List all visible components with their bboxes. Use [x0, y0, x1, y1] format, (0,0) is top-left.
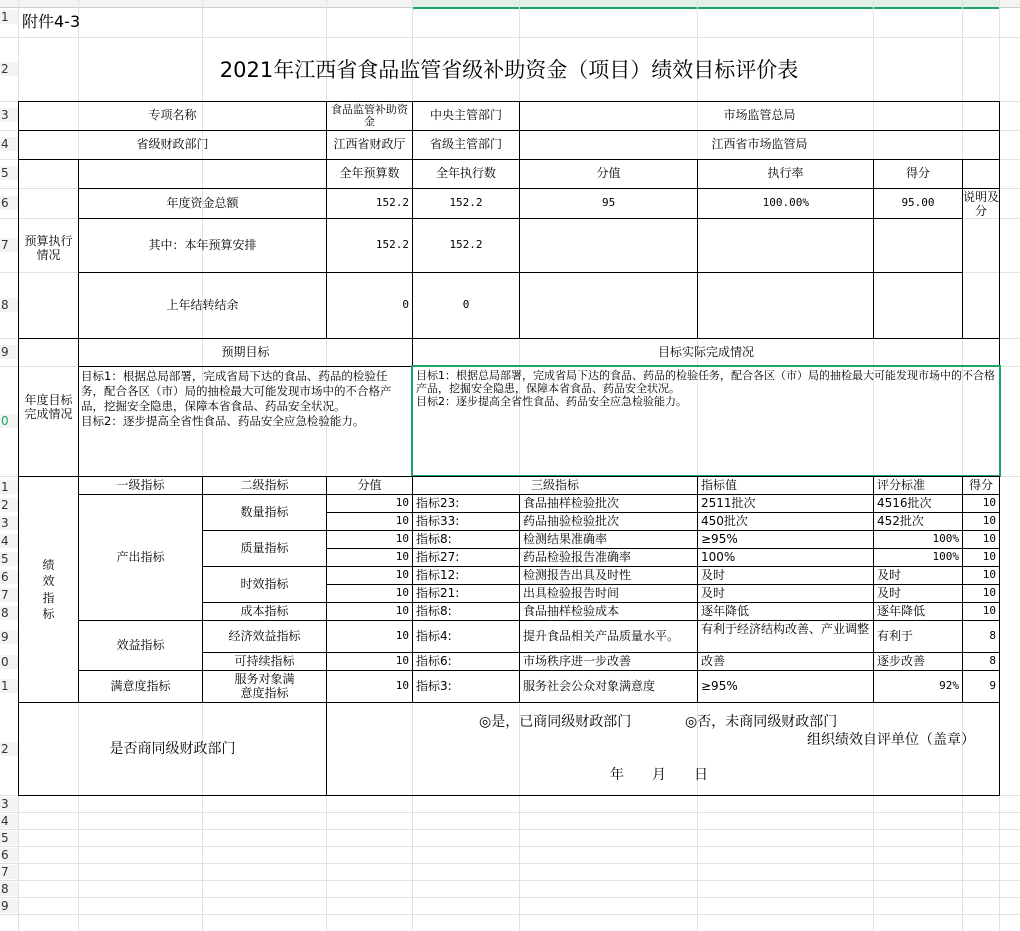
actual-goal-header: 目标实际完成情况	[412, 338, 1000, 367]
row-number[interactable]: 8	[0, 882, 18, 896]
budget-row-rate[interactable]: 100.00%	[697, 188, 874, 219]
perf-row-score-value[interactable]: 10	[326, 620, 413, 653]
col-score-value: 分值	[519, 159, 698, 189]
budget-row-score-value[interactable]	[519, 272, 698, 339]
perf-row-name[interactable]: 药品抽验检验批次	[519, 512, 698, 531]
prov-dept-label: 省级主管部门	[412, 130, 520, 160]
perf-row-score-value[interactable]: 10	[326, 494, 413, 513]
perf-row-code[interactable]: 指标4:	[412, 620, 520, 653]
budget-row-budget[interactable]: 152.2	[326, 188, 413, 219]
perf-l1-satisfaction: 满意度指标	[78, 670, 203, 703]
prov-finance-label: 省级财政部门	[18, 130, 327, 160]
row-number[interactable]: 3	[0, 516, 18, 530]
perf-row-code[interactable]: 指标12:	[412, 566, 520, 585]
actual-goal-text[interactable]: 目标1：根据总局部署，完成省局下达的食品、药品的检验任务，配合各区（市）局的抽检最大可能发现市场中的不合格产品，挖掘安全隐患，保障本省食品、药品安全状况。 目标2：逐步提高全省性食品、药品安全应急检验能力。	[412, 366, 1000, 477]
col-score: 得分	[873, 159, 963, 189]
consult-question: 是否商同级财政部门	[18, 702, 327, 796]
perf-l2-cost: 成本指标	[202, 602, 327, 621]
row-number[interactable]: 6	[0, 570, 18, 584]
perf-row-code[interactable]: 指标33:	[412, 512, 520, 531]
perf-row-name[interactable]: 食品抽样检验成本	[519, 602, 698, 621]
central-dept-label: 中央主管部门	[412, 101, 520, 131]
budget-row-exec[interactable]: 152.2	[412, 218, 520, 273]
perf-row-standard[interactable]: 逐年降低	[873, 602, 963, 621]
row-number[interactable]: 7	[0, 588, 18, 602]
row-number[interactable]: 4	[0, 137, 18, 151]
perf-row-standard[interactable]: 92%	[873, 670, 963, 703]
perf-row-target[interactable]: 有利于经济结构改善、产业调整	[697, 620, 874, 653]
perf-row-score[interactable]: 10	[962, 584, 1000, 603]
perf-row-target[interactable]: ≥95%	[697, 670, 874, 703]
row-number[interactable]: 1	[0, 679, 18, 693]
row-number[interactable]: 0	[0, 655, 18, 669]
expected-goal-header: 预期目标	[78, 338, 413, 367]
consult-answer-cell[interactable]	[326, 702, 1000, 796]
perf-row-name[interactable]: 市场秩序进一步改善	[519, 652, 698, 671]
prov-dept-value[interactable]: 江西省市场监管局	[519, 130, 1000, 160]
perf-row-score-value[interactable]: 10	[326, 670, 413, 703]
perf-row-target[interactable]: 及时	[697, 566, 874, 585]
budget-row-score[interactable]	[873, 218, 963, 273]
perf-row-target[interactable]: 改善	[697, 652, 874, 671]
perf-row-code[interactable]: 指标27:	[412, 548, 520, 567]
perf-row-code[interactable]: 指标23:	[412, 494, 520, 513]
perf-row-score[interactable]: 8	[962, 652, 1000, 671]
perf-row-standard[interactable]: 4516批次	[873, 494, 963, 513]
perf-header-target: 指标值	[697, 476, 874, 495]
perf-row-score-value[interactable]: 10	[326, 548, 413, 567]
perf-row-score-value[interactable]: 10	[326, 512, 413, 531]
row-number[interactable]: 3	[0, 797, 18, 811]
perf-row-standard[interactable]: 100%	[873, 530, 963, 549]
prov-finance-value[interactable]: 江西省财政厅	[326, 130, 413, 160]
row-number[interactable]: 6	[0, 848, 18, 862]
perf-row-target[interactable]: 450批次	[697, 512, 874, 531]
perf-l2-service-satisfaction: 服务对象满意度指标	[202, 670, 327, 703]
perf-header-l3: 三级指标	[412, 476, 698, 495]
goals-section-label: 年度目标完成情况	[18, 338, 79, 477]
perf-row-code[interactable]: 指标8:	[412, 530, 520, 549]
budget-row-rate[interactable]	[697, 218, 874, 273]
perf-row-code[interactable]: 指标8:	[412, 602, 520, 621]
date-line: 年 月 日	[610, 767, 708, 783]
perf-header-standard: 评分标准	[873, 476, 963, 495]
budget-row-budget[interactable]: 152.2	[326, 218, 413, 273]
perf-row-standard[interactable]: 有利于	[873, 620, 963, 653]
perf-row-score[interactable]: 10	[962, 566, 1000, 585]
budget-row-exec[interactable]: 0	[412, 272, 520, 339]
row-number[interactable]: 2	[0, 62, 18, 76]
perf-l1-benefit: 效益指标	[78, 620, 203, 671]
row-number[interactable]: 4	[0, 534, 18, 548]
perf-row-target[interactable]: 逐年降低	[697, 602, 874, 621]
perf-row-score[interactable]: 10	[962, 512, 1000, 531]
expected-goal-text[interactable]: 目标1：根据总局部署，完成省局下达的食品、药品的检验任务，配合各区（市）局的抽检最大可能发现市场中的不合格产品，挖掘安全隐患，保障本省食品、药品安全状况。 目标2：逐步提高全省性食品、药品安全应急检验能力。	[78, 366, 413, 477]
col-annual-exec: 全年执行数	[412, 159, 520, 189]
budget-header-blank	[78, 159, 327, 189]
perf-row-score-value[interactable]: 10	[326, 530, 413, 549]
row-number[interactable]: 5	[0, 166, 18, 180]
perf-row-code[interactable]: 指标21:	[412, 584, 520, 603]
perf-row-name[interactable]: 服务社会公众对象满意度	[519, 670, 698, 703]
org-seal-label: 组织绩效自评单位（盖章）	[807, 732, 975, 748]
budget-row-label: 其中：本年预算安排	[78, 218, 327, 273]
perf-row-target[interactable]: 及时	[697, 584, 874, 603]
perf-row-name[interactable]: 检测报告出具及时性	[519, 566, 698, 585]
row-number[interactable]: 1	[0, 480, 18, 494]
row-number[interactable]: 5	[0, 552, 18, 566]
perf-section-label: 绩效指标	[18, 476, 79, 703]
perf-row-standard[interactable]: 452批次	[873, 512, 963, 531]
col-annual-budget: 全年预算数	[326, 159, 413, 189]
attachment-label: 附件4-3	[22, 11, 81, 31]
budget-row-exec[interactable]: 152.2	[412, 188, 520, 219]
option-yes[interactable]: ◎是，已商同级财政部门	[479, 714, 632, 730]
perf-row-code[interactable]: 指标3:	[412, 670, 520, 703]
row-number[interactable]: 6	[0, 196, 18, 210]
perf-l2-timeliness: 时效指标	[202, 566, 327, 603]
row-number[interactable]: 2	[0, 498, 18, 512]
project-name-value[interactable]: 食品监管补助资金	[326, 101, 413, 131]
perf-row-code[interactable]: 指标6:	[412, 652, 520, 671]
perf-row-name[interactable]: 检测结果准确率	[519, 530, 698, 549]
row-number[interactable]: 0	[0, 414, 18, 428]
perf-row-standard[interactable]: 100%	[873, 548, 963, 567]
budget-row-label: 上年结转结余	[78, 272, 327, 339]
perf-l2-quantity: 数量指标	[202, 494, 327, 531]
col-exec-rate: 执行率	[697, 159, 874, 189]
budget-note: 说明及分	[962, 188, 1000, 339]
row-number[interactable]: 8	[0, 606, 18, 620]
perf-l2-economic: 经济效益指标	[202, 620, 327, 653]
perf-l2-sustainable: 可持续指标	[202, 652, 327, 671]
perf-row-score[interactable]: 9	[962, 670, 1000, 703]
perf-row-target[interactable]: 2511批次	[697, 494, 874, 513]
budget-row-score-value[interactable]: 95	[519, 188, 698, 219]
row-number[interactable]: 8	[0, 298, 18, 312]
row-number[interactable]: 3	[0, 108, 18, 122]
perf-row-score[interactable]: 10	[962, 530, 1000, 549]
perf-row-standard[interactable]: 及时	[873, 566, 963, 585]
option-no[interactable]: ◎否，未商同级财政部门	[685, 714, 838, 730]
row-number[interactable]: 1	[0, 10, 18, 24]
perf-row-name[interactable]: 食品抽样检验批次	[519, 494, 698, 513]
perf-row-score-value[interactable]: 10	[326, 652, 413, 671]
budget-row-score[interactable]	[873, 272, 963, 339]
central-dept-value[interactable]: 市场监管总局	[519, 101, 1000, 131]
budget-row-score-value[interactable]	[519, 218, 698, 273]
page-title: 2021年江西省食品监管省级补助资金（项目）绩效目标评价表	[219, 57, 799, 82]
row-number[interactable]: 2	[0, 742, 18, 756]
perf-row-score[interactable]: 8	[962, 620, 1000, 653]
row-number[interactable]: 7	[0, 238, 18, 252]
perf-row-score-value[interactable]: 10	[326, 602, 413, 621]
row-number[interactable]: 9	[0, 345, 18, 359]
perf-row-standard[interactable]: 及时	[873, 584, 963, 603]
row-number[interactable]: 9	[0, 630, 18, 644]
perf-row-name[interactable]: 出具检验报告时间	[519, 584, 698, 603]
perf-l1-output: 产出指标	[78, 494, 203, 621]
perf-row-score[interactable]: 10	[962, 548, 1000, 567]
perf-header-l1: 一级指标	[78, 476, 203, 495]
perf-row-score-value[interactable]: 10	[326, 566, 413, 585]
perf-header-l2: 二级指标	[202, 476, 327, 495]
budget-row-label: 年度资金总额	[78, 188, 327, 219]
column-header-selected	[412, 0, 1000, 9]
perf-header-score: 得分	[962, 476, 1000, 495]
perf-header-score-value: 分值	[326, 476, 413, 495]
perf-l2-quality: 质量指标	[202, 530, 327, 567]
row-number[interactable]: 7	[0, 865, 18, 879]
row-number[interactable]: 9	[0, 899, 18, 913]
budget-row-budget[interactable]: 0	[326, 272, 413, 339]
row-number[interactable]: 4	[0, 814, 18, 828]
budget-row-score[interactable]: 95.00	[873, 188, 963, 219]
perf-row-score[interactable]: 10	[962, 494, 1000, 513]
budget-section-label: 预算执行情况	[18, 159, 79, 339]
perf-row-name[interactable]: 药品检验报告准确率	[519, 548, 698, 567]
perf-row-score[interactable]: 10	[962, 602, 1000, 621]
budget-row-rate[interactable]	[697, 272, 874, 339]
perf-row-target[interactable]: 100%	[697, 548, 874, 567]
perf-row-standard[interactable]: 逐步改善	[873, 652, 963, 671]
perf-row-score-value[interactable]: 10	[326, 584, 413, 603]
budget-header-end	[962, 159, 1000, 189]
project-name-label: 专项名称	[18, 101, 327, 131]
row-number[interactable]: 5	[0, 831, 18, 845]
perf-row-target[interactable]: ≥95%	[697, 530, 874, 549]
perf-row-name[interactable]: 提升食品相关产品质量水平。	[519, 620, 698, 653]
